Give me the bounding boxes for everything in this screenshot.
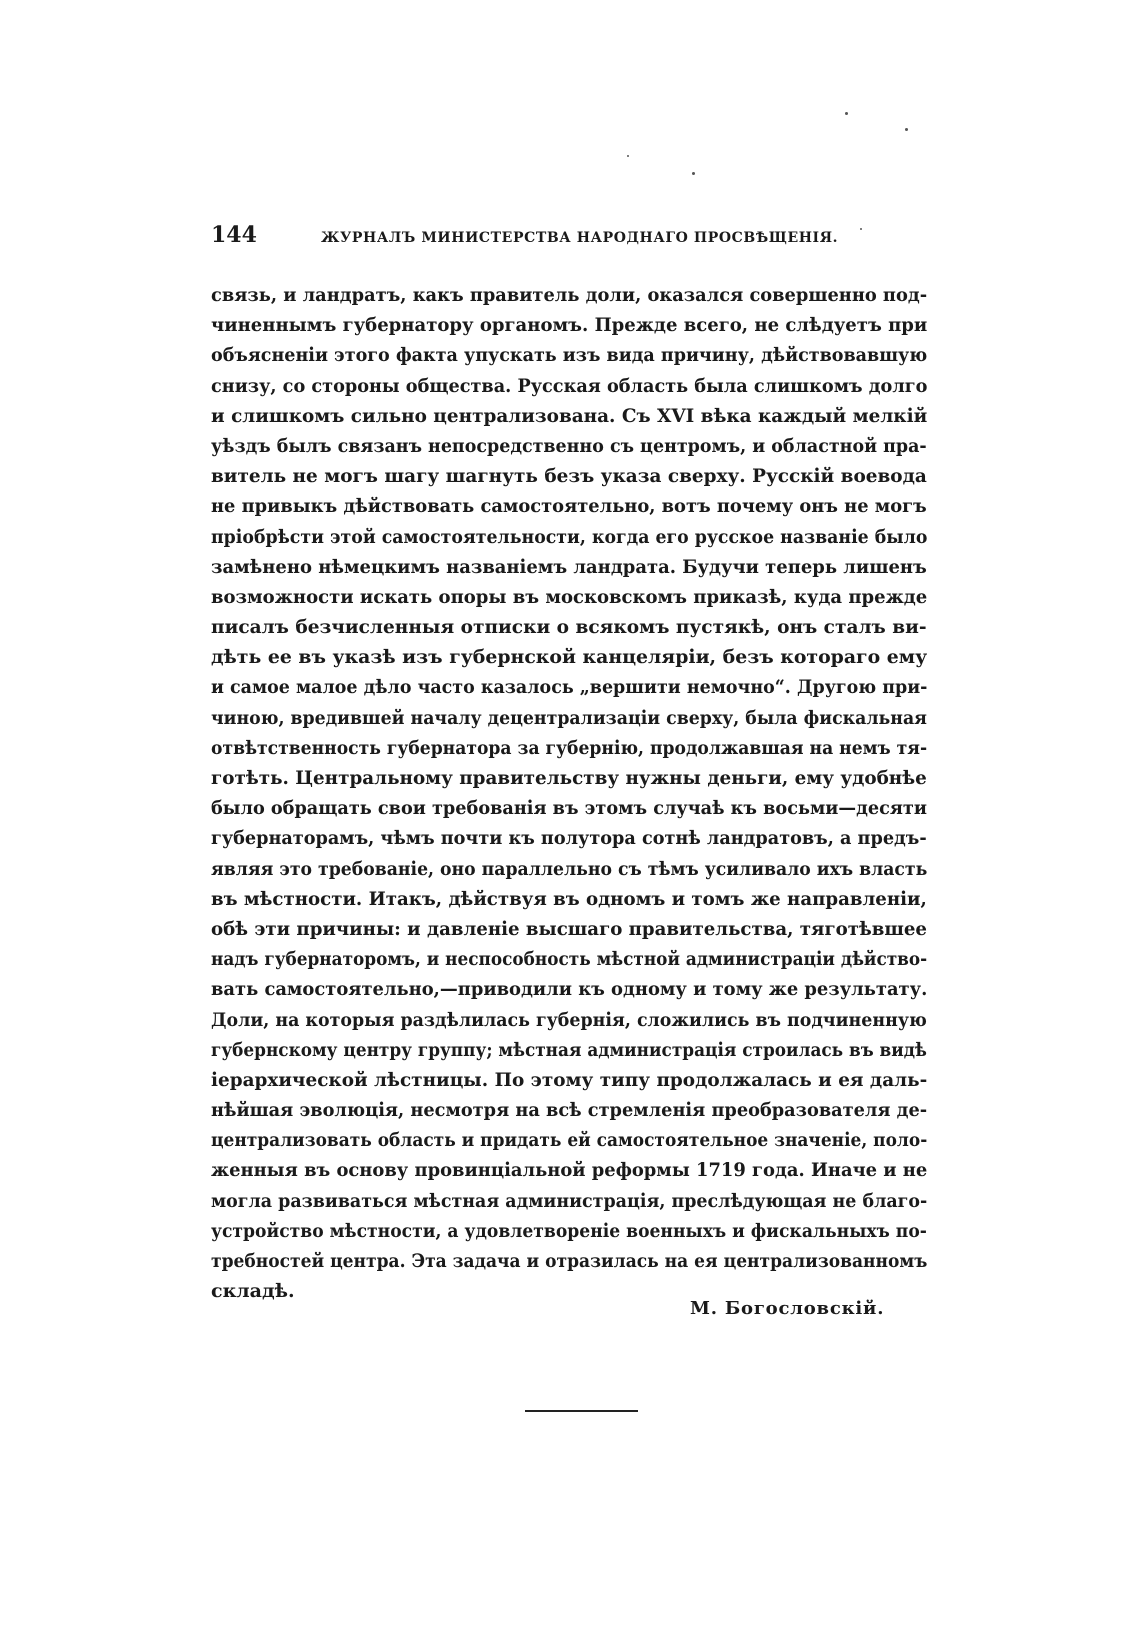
text-line: замѣнено нѣмецкимъ названіемъ ландрата. Будучи теперь лишенъ xyxy=(211,555,927,578)
text-line: и слишкомъ сильно централизована. Съ XVI вѣка каждый мелкій xyxy=(211,404,928,427)
print-speck xyxy=(627,155,629,157)
text-line: не привыкъ дѣйствовать самостоятельно, вотъ почему онъ не могъ xyxy=(211,495,927,518)
author-signature: М. Богословскій. xyxy=(690,1298,885,1319)
end-rule-divider xyxy=(525,1410,638,1412)
text-line: Доли, на которыя раздѣлилась губернія, сложились въ подчиненную xyxy=(211,1008,927,1031)
text-line: готѣть. Центральному правительству нужны деньги, ему удобнѣе xyxy=(211,767,927,789)
text-line: губернскому центру группу; мѣстная администрація строилась въ видѣ xyxy=(211,1038,927,1061)
text-line: централизовать область и придать ей самостоятельное значеніе, поло- xyxy=(211,1129,928,1152)
text-line: объясненіи этого факта упускать изъ вида причину, дѣйствовавшую xyxy=(211,344,928,367)
text-line: іерархической лѣстницы. По этому типу продолжалась и ея даль- xyxy=(211,1068,928,1091)
print-speck xyxy=(905,128,908,131)
text-line: связь, и ландратъ, какъ правитель доли, оказался совершенно под- xyxy=(211,284,928,306)
print-speck xyxy=(845,112,848,115)
text-line: женныя въ основу провинціальной реформы 1719 года. Иначе и не xyxy=(211,1159,928,1182)
print-speck xyxy=(692,172,695,175)
text-line: отвѣтственность губернатора за губернію, продолжавшая на немъ тя- xyxy=(211,736,928,759)
running-head: ЖУРНАЛЪ МИНИСТЕРСТВА НАРОДНАГО ПРОСВѢЩЕНІЯ. xyxy=(321,230,839,246)
text-line: складѣ. xyxy=(211,1280,295,1303)
text-line: писалъ безчисленныя отписки о всякомъ пустякѣ, онъ сталъ ви- xyxy=(211,616,927,639)
text-line: возможности искать опоры въ московскомъ приказѣ, куда прежде xyxy=(211,585,928,608)
text-line: губернаторамъ, чѣмъ почти къ полутора сотнѣ ландратовъ, а предъ- xyxy=(211,827,927,850)
text-line: нѣйшая эволюція, несмотря на всѣ стремленія преобразователя де- xyxy=(211,1099,928,1122)
text-line: снизу, со стороны общества. Русская область была слишкомъ долго xyxy=(211,374,928,397)
text-line: было обращать свои требованія въ этомъ случаѣ къ восьми—десяти xyxy=(211,797,927,820)
text-line: являя это требованіе, оно параллельно съ тѣмъ усиливало ихъ власть xyxy=(211,857,928,880)
text-line: пріобрѣсти этой самостоятельности, когда его русское названіе было xyxy=(211,525,928,548)
text-line: устройство мѣстности, а удовлетвореніе военныхъ и фискальныхъ по- xyxy=(211,1219,927,1242)
page-header xyxy=(211,222,911,254)
text-line: требностей центра. Эта задача и отразилась на ея централизованномъ xyxy=(211,1250,928,1272)
text-line: чиною, вредившей началу децентрализаціи сверху, была фискальная xyxy=(211,706,927,729)
text-line: чиненнымъ губернатору органомъ. Прежде всего, не слѣдуетъ при xyxy=(211,314,928,337)
text-line: витель не могъ шагу шагнуть безъ указа сверху. Русскій воевода xyxy=(211,465,927,488)
text-line: въ мѣстности. Итакъ, дѣйствуя въ одномъ и томъ же направленіи, xyxy=(211,887,927,910)
text-line: вать самостоятельно,—приводили къ одному и тому же результату. xyxy=(211,978,928,1001)
page-number: 144 xyxy=(211,222,257,248)
body-text xyxy=(211,280,927,1306)
text-line: надъ губернаторомъ, и неспособность мѣстной администраціи дѣйство- xyxy=(211,948,928,971)
text-line: дѣть ее въ указѣ изъ губернской канцеляріи, безъ котораго ему xyxy=(211,646,928,669)
text-line: и самое малое дѣло часто казалось „вершити немочно“. Другою при- xyxy=(211,676,928,699)
text-line: могла развиваться мѣстная администрація, преслѣдующая не благо- xyxy=(211,1189,928,1212)
text-line: обѣ эти причины: и давленіе высшаго правительства, тяготѣвшее xyxy=(211,917,927,940)
text-line: уѣздъ былъ связанъ непосредственно съ центромъ, и областной пра- xyxy=(211,434,927,457)
